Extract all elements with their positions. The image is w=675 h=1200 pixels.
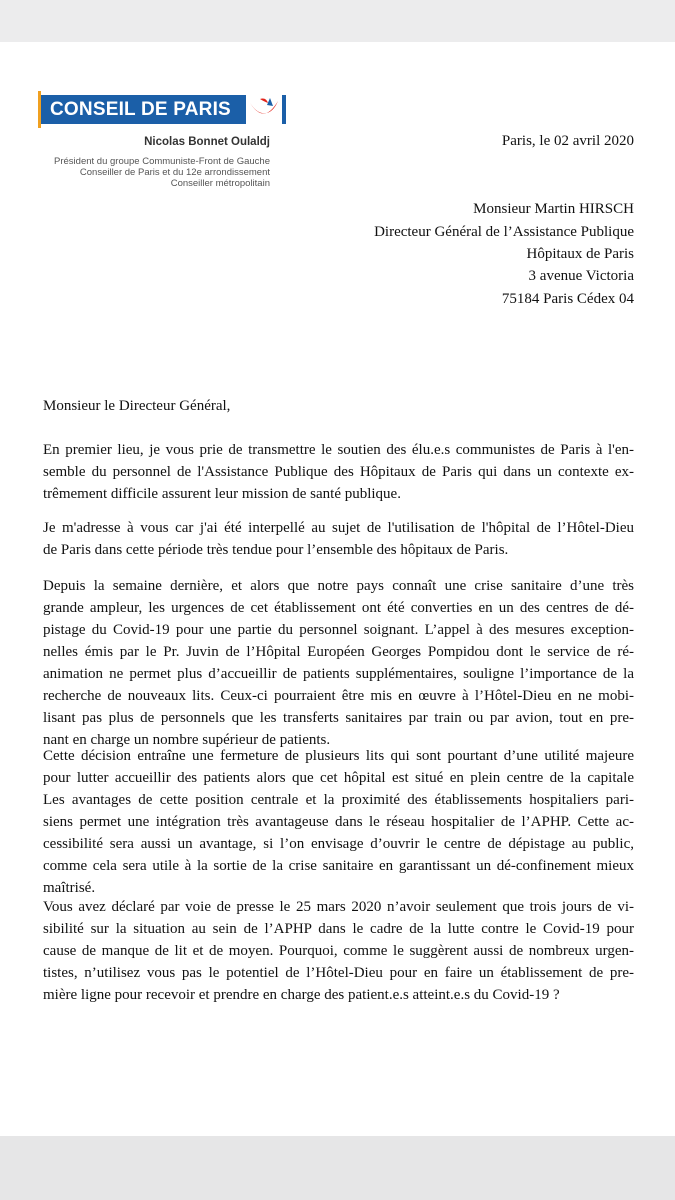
- body-line: mière ligne pour recevoir et prendre en charge des patient.e.s atteint.e.s du Covid-19 ?: [43, 987, 560, 1003]
- paris-ship-emblem-icon: [246, 95, 282, 124]
- recipient-line: Directeur Général de l’Assistance Publique: [374, 224, 634, 240]
- sender-title-line: Conseiller de Paris et du 12e arrondissement: [79, 167, 270, 178]
- salutation: Monsieur le Directeur Général,: [43, 398, 231, 414]
- body-line: de Paris dans cette période très tendue pour l’ensemble des hôpitaux de Paris.: [43, 542, 509, 558]
- body-line: Vous avez déclaré par voie de presse le 25 mars 2020 n’avoir seulement que trois jours de vi-: [43, 899, 634, 915]
- body-line: comme cela sera utile à la sortie de la crise sanitaire en garantissant un dé-confinement mieux: [43, 858, 634, 874]
- recipient-line: Hôpitaux de Paris: [526, 246, 634, 262]
- body-paragraph: [43, 439, 634, 505]
- sender-title-line: Conseiller métropolitain: [170, 178, 270, 189]
- body-line: siens permet une intégration très avantageuse dans le réseau hospitalier de l’APHP. Cette ac-: [43, 814, 634, 830]
- body-line: sibilité sur la situation au sein de l’APHP dans le cadre de la lutte contre le Covid-19 pour: [43, 921, 634, 937]
- body-line: Les avantages de cette position centrale et la proximité des établissements hospitaliers pari-: [43, 792, 634, 808]
- viewer-top-band: [0, 0, 675, 42]
- logo-banner: [41, 95, 286, 124]
- sender-title-line: Président du groupe Communiste-Front de Gauche: [54, 156, 270, 167]
- conseil-de-paris-logo: [38, 91, 286, 128]
- body-line: trêmement difficile assurent leur mission de santé publique.: [43, 486, 401, 502]
- body-line: lisant pas plus de personnels que les transferts sanitaires par train ou par avion, tout en pre-: [43, 710, 634, 726]
- body-line: cessibilité sera aussi un avantage, si l’on envisage d’ouvrir le centre de dépistage au public,: [43, 836, 634, 852]
- sender-name: Nicolas Bonnet Oulaldj: [144, 136, 270, 148]
- body-line: En premier lieu, je vous prie de transmettre le soutien des élu.e.s communistes de Paris à l'en-: [43, 442, 634, 458]
- body-line: nant en charge un nombre supérieur de patients.: [43, 732, 331, 748]
- body-line: tistes, n’utilisez vous pas le potentiel de l’Hôtel-Dieu pour en faire un établissement de pre-: [43, 965, 634, 981]
- body-line: Je m'adresse à vous car j'ai été interpellé au sujet de l'utilisation de l'hôpital de l’Hôtel-Dieu: [43, 520, 634, 536]
- body-line: semble du personnel de l'Assistance Publique des Hôpitaux de Paris qui dans un contexte ex-: [43, 464, 634, 480]
- body-paragraph: [43, 896, 634, 1006]
- body-paragraph: [43, 517, 634, 561]
- body-paragraph: [43, 575, 634, 751]
- recipient-line: 75184 Paris Cédex 04: [501, 291, 634, 307]
- body-line: pour lutter accueillir des patients alors que cet hôpital est situé en plein centre de la capitale: [43, 770, 634, 786]
- viewer-bottom-band: [0, 1136, 675, 1200]
- body-line: maîtrisé.: [43, 880, 96, 896]
- body-line: nelles émis par le Pr. Juvin de l’Hôpital Européen Georges Pompidou dont le service de ré-: [43, 644, 634, 660]
- body-line: pistage du Covid-19 pour une partie du personnel soignant. L’appel à des mesures exception-: [43, 622, 634, 638]
- body-line: grande ampleur, les urgences de cet établissement ont été converties en un des centres de dé-: [43, 600, 634, 616]
- recipient-line: Monsieur Martin HIRSCH: [473, 201, 634, 217]
- body-line: cause de manque de lit et de moyen. Pourquoi, comme le suggèrent aussi de nombreux urgen-: [43, 943, 634, 959]
- logo-text: CONSEIL DE PARIS: [50, 99, 231, 120]
- body-line: animation ne permet plus d’accueillir de patients supplémentaires, souligne l’importance de la: [43, 666, 634, 682]
- body-line: recherche de nouveaux lits. Ceux-ci pourraient être mis en œuvre à l’Hôtel-Dieu en ne mobi-: [43, 688, 634, 704]
- body-paragraph: [43, 745, 634, 899]
- recipient-line: 3 avenue Victoria: [528, 268, 634, 284]
- body-line: Cette décision entraîne une fermeture de plusieurs lits qui sont pourtant d’une utilité majeure: [43, 748, 634, 764]
- body-line: Depuis la semaine dernière, et alors que notre pays connaît une crise sanitaire d’une très: [43, 578, 634, 594]
- letter-date: Paris, le 02 avril 2020: [501, 133, 634, 149]
